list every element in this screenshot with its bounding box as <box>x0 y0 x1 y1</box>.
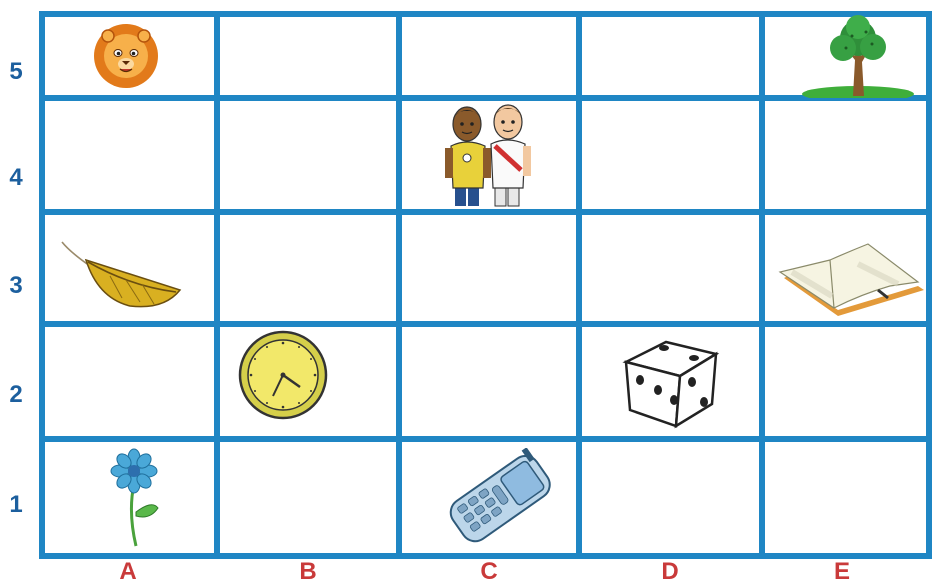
feather-icon <box>60 240 185 312</box>
column-label-d: D <box>661 558 679 585</box>
two-boys-icon <box>445 100 535 210</box>
column-label-a: A <box>119 558 137 585</box>
column-label-b: B <box>299 558 317 585</box>
lion-icon <box>92 22 160 90</box>
row-label-1: 1 <box>9 491 23 518</box>
row-label-4: 4 <box>9 164 23 191</box>
tree-icon <box>800 14 915 98</box>
row-label-5: 5 <box>9 58 23 85</box>
dice-icon <box>622 338 720 430</box>
row-label-2: 2 <box>9 381 23 408</box>
mobile-phone-icon <box>436 448 564 550</box>
column-label-e: E <box>833 558 850 585</box>
row-label-3: 3 <box>9 272 23 299</box>
open-book-icon <box>778 238 926 320</box>
clock-icon <box>238 330 328 420</box>
column-label-c: C <box>480 558 498 585</box>
flower-icon <box>108 448 164 548</box>
